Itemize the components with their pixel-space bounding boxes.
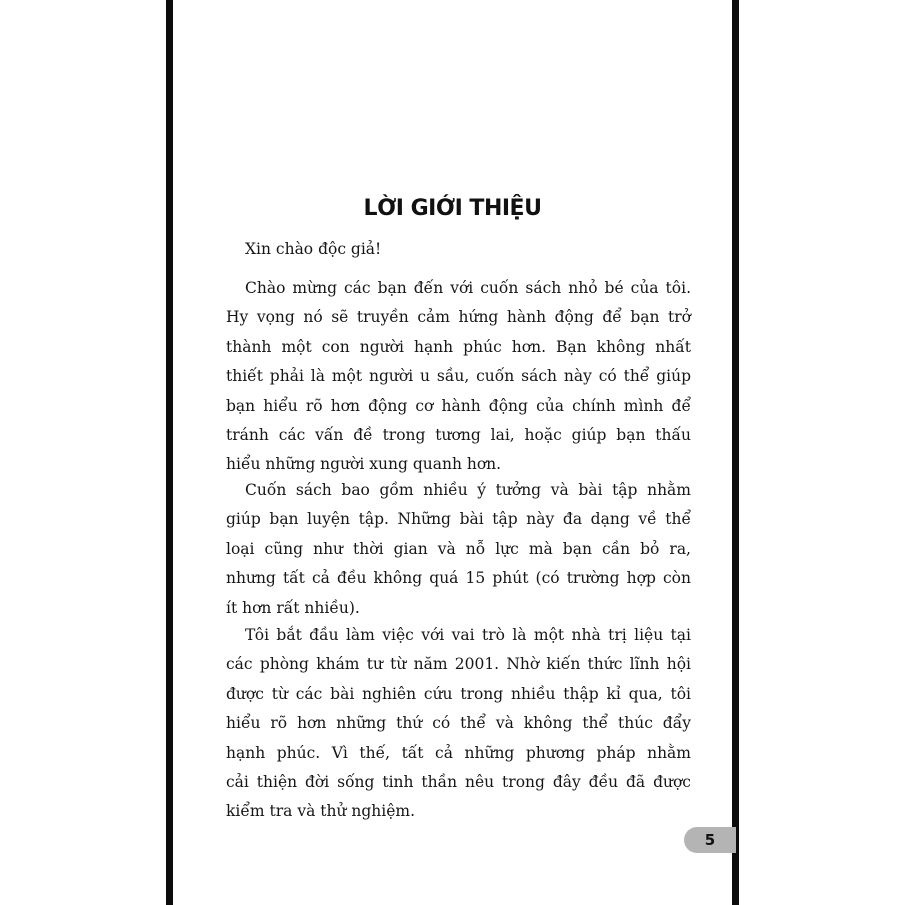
paragraph-line: được từ các bài nghiên cứu trong nhiều thập kỉ qua, tôi bbox=[226, 684, 691, 703]
paragraph-line: kiểm tra và thử nghiệm. bbox=[226, 802, 416, 821]
paragraph-line: loại cũng như thời gian và nỗ lực mà bạn cần bỏ ra, bbox=[226, 539, 691, 558]
paragraph-line: Chào mừng các bạn đến với cuốn sách nhỏ bé của tôi. bbox=[245, 279, 691, 297]
paragraph-line: bạn hiểu rõ hơn động cơ hành động của chính mình để bbox=[226, 396, 691, 415]
greeting-text: Xin chào độc giả! bbox=[245, 240, 382, 258]
paragraph-line: thiết phải là một người u sầu, cuốn sách này có thể giúp bbox=[226, 367, 691, 386]
paragraph-line: Tôi bắt đầu làm việc với vai trò là một nhà trị liệu tại bbox=[245, 626, 691, 644]
page-number: 5 bbox=[684, 827, 736, 853]
paragraph-3 bbox=[226, 621, 691, 827]
paragraph-2 bbox=[226, 476, 691, 623]
page-title: LỜI GIỚI THIỆU bbox=[363, 196, 542, 221]
book-page bbox=[173, 0, 732, 905]
paragraph-line: nhưng tất cả đều không quá 15 phút (có trường hợp còn bbox=[226, 569, 691, 588]
paragraph-line: hiểu những người xung quanh hơn. bbox=[226, 455, 502, 474]
paragraph-line: ít hơn rất nhiều). bbox=[226, 598, 360, 617]
paragraph-line: các phòng khám tư từ năm 2001. Nhờ kiến thức lĩnh hội bbox=[226, 655, 691, 674]
book-edge-left bbox=[166, 0, 173, 905]
paragraph-line: hiểu rõ hơn những thứ có thể và không thể thúc đẩy bbox=[226, 714, 691, 733]
paragraph-1 bbox=[226, 274, 691, 480]
paragraph-line: giúp bạn luyện tập. Những bài tập này đa dạng về thể bbox=[226, 510, 691, 529]
paragraph-line: thành một con người hạnh phúc hơn. Bạn không nhất bbox=[226, 337, 691, 356]
paragraph-line: tránh các vấn đề trong tương lai, hoặc giúp bạn thấu bbox=[226, 426, 691, 445]
paragraph-line: Cuốn sách bao gồm nhiều ý tưởng và bài tập nhằm bbox=[245, 481, 691, 499]
paragraph-line: hạnh phúc. Vì thế, tất cả những phương pháp nhằm bbox=[226, 743, 691, 762]
paragraph-line: cải thiện đời sống tinh thần nêu trong đây đều đã được bbox=[226, 773, 691, 792]
book-edge-right bbox=[732, 0, 739, 905]
paragraph-line: Hy vọng nó sẽ truyền cảm hứng hành động để bạn trở bbox=[226, 308, 691, 327]
